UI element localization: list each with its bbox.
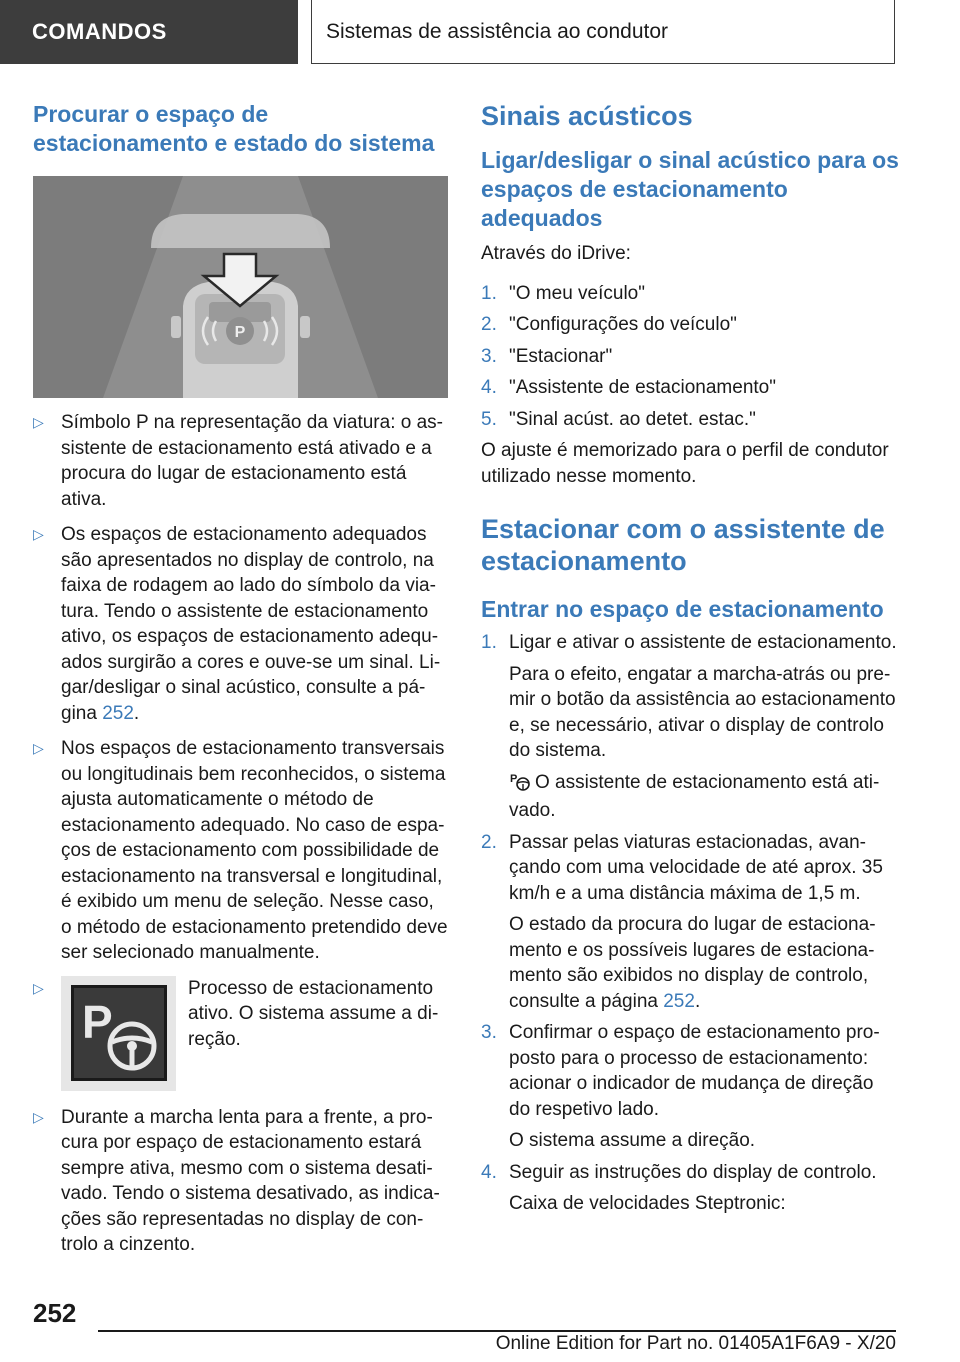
list-item: ▷ Os espaços de estacionamento adequados são apresentados no display de controlo, na faixa de rodagem ao lado do símbolo da viatura. Tendo o assistente de estacionamento ativo, os espaços de estacionamento adequados surgirão a cores e ouve-se um sinal. Ligar/desligar o sinal acústico, consulte a página 252. bbox=[33, 524, 441, 724]
idrive-intro: Através do iDrive: bbox=[481, 243, 631, 264]
setting-note: O ajuste é memorizado para o perfil de condutor utilizado nesse momento. bbox=[481, 440, 889, 487]
list-item: 3. Confirmar o espaço de estacionamento proposto para o processo de estacionamento: acionar o indicador de mudança de direção do respetivo lado. O sistema assume a direção. bbox=[481, 1022, 880, 1151]
svg-text:P: P bbox=[81, 996, 113, 1048]
right-column bbox=[481, 100, 899, 1223]
list-item: ▷ P Processo de estacionamento ativo. O sistema assume a direção. bbox=[33, 976, 448, 1091]
svg-text:P: P bbox=[510, 772, 518, 785]
page-link[interactable]: 252 bbox=[663, 990, 695, 1012]
park-assist-icon bbox=[509, 771, 535, 799]
svg-text:P: P bbox=[234, 324, 246, 341]
status-list bbox=[33, 410, 448, 1258]
parking-steering-icon bbox=[61, 976, 176, 1091]
bullet-triangle-icon: ▷ bbox=[33, 414, 44, 430]
list-item: ▷ Símbolo P na representação da viatura: o assistente de estacionamento está ativado e a procura do lugar de estacionamento está ativa. bbox=[33, 412, 443, 510]
list-item: 4. "Assistente de estacionamento" bbox=[481, 377, 776, 398]
list-item: 1. Ligar e ativar o assistente de estacionamento. Para o efeito, engatar a marcha-atrás ou premir o botão da assistência ao estacionamento e, se necessário, ativar o display de controlo do sistema. P O assistente de estacionamento está ativado. bbox=[481, 632, 897, 821]
car-display-illustration bbox=[33, 176, 448, 398]
page-number: 252 bbox=[33, 1298, 77, 1328]
header-chapter bbox=[311, 0, 895, 64]
parking-display-image bbox=[33, 176, 448, 398]
header-section-label: COMANDOS bbox=[32, 19, 167, 44]
heading-enter-space: Entrar no espaço de estacionamento bbox=[481, 596, 884, 622]
list-item: 1. "O meu veículo" bbox=[481, 282, 645, 304]
idrive-steps bbox=[481, 281, 899, 433]
list-item: 4. Seguir as instruções do display de controlo. Caixa de velocidades Steptronic: bbox=[481, 1161, 877, 1214]
list-item: 2. Passar pelas viaturas estacionadas, avançando com uma velocidade de até aprox. 35 km/h e a uma distância máxima de 1,5 m. O estado da procura do lugar de estacionamento e os possíveis lugares de estacionamento são exibidos no display de controlo, consulte a página 252. bbox=[481, 831, 883, 1012]
bullet-triangle-icon: ▷ bbox=[33, 1108, 44, 1125]
header-section bbox=[0, 0, 298, 64]
section-heading: Procurar o espaço de estacionamento e estado do sistema bbox=[33, 101, 435, 156]
footer-divider bbox=[98, 1330, 896, 1332]
heading-park-assistant: Estacionar com o assistente de estacionamento bbox=[481, 514, 885, 576]
header-chapter-label: Sistemas de assistência ao condutor bbox=[326, 19, 669, 43]
heading-acoustic-signals: Sinais acústicos bbox=[481, 101, 693, 131]
list-item: ▷ Nos espaços de estacionamento transversais ou longitudinais bem reconhecidos, o sistema ajusta automaticamente o método de estacionamento adequado. No caso de espaços de estacionamento com possibilidade de estacionamento na transversal e longitudinal, é exibido um menu de seleção. Nesse caso, o método de estacionamento pretendido deve ser selecionado manualmente. bbox=[33, 738, 448, 963]
bullet-triangle-icon: ▷ bbox=[33, 979, 44, 996]
left-column bbox=[33, 100, 448, 1268]
edition-footer: Online Edition for Part no. 01405A1F6A9 - X/20 bbox=[495, 1333, 896, 1354]
heading-toggle-signal: Ligar/desligar o sinal acústico para os espaços de estacionamento adequados bbox=[481, 147, 899, 231]
list-item: 3. "Estacionar" bbox=[481, 345, 613, 367]
list-item: 2. "Configurações do veículo" bbox=[481, 314, 737, 335]
list-item: ▷ Durante a marcha lenta para a frente, a procura por espaço de estacionamento estará sempre ativa, mesmo com o sistema desativado. Tendo o sistema desativado, as indicações são representadas no display de controlo a cinzento. bbox=[33, 1106, 440, 1255]
list-item: 5. "Sinal acúst. ao detet. estac." bbox=[481, 408, 756, 430]
bullet-triangle-icon: ▷ bbox=[33, 526, 44, 542]
page-link[interactable]: 252 bbox=[102, 702, 134, 724]
parking-steps bbox=[481, 630, 899, 1217]
bullet-triangle-icon: ▷ bbox=[33, 740, 44, 756]
